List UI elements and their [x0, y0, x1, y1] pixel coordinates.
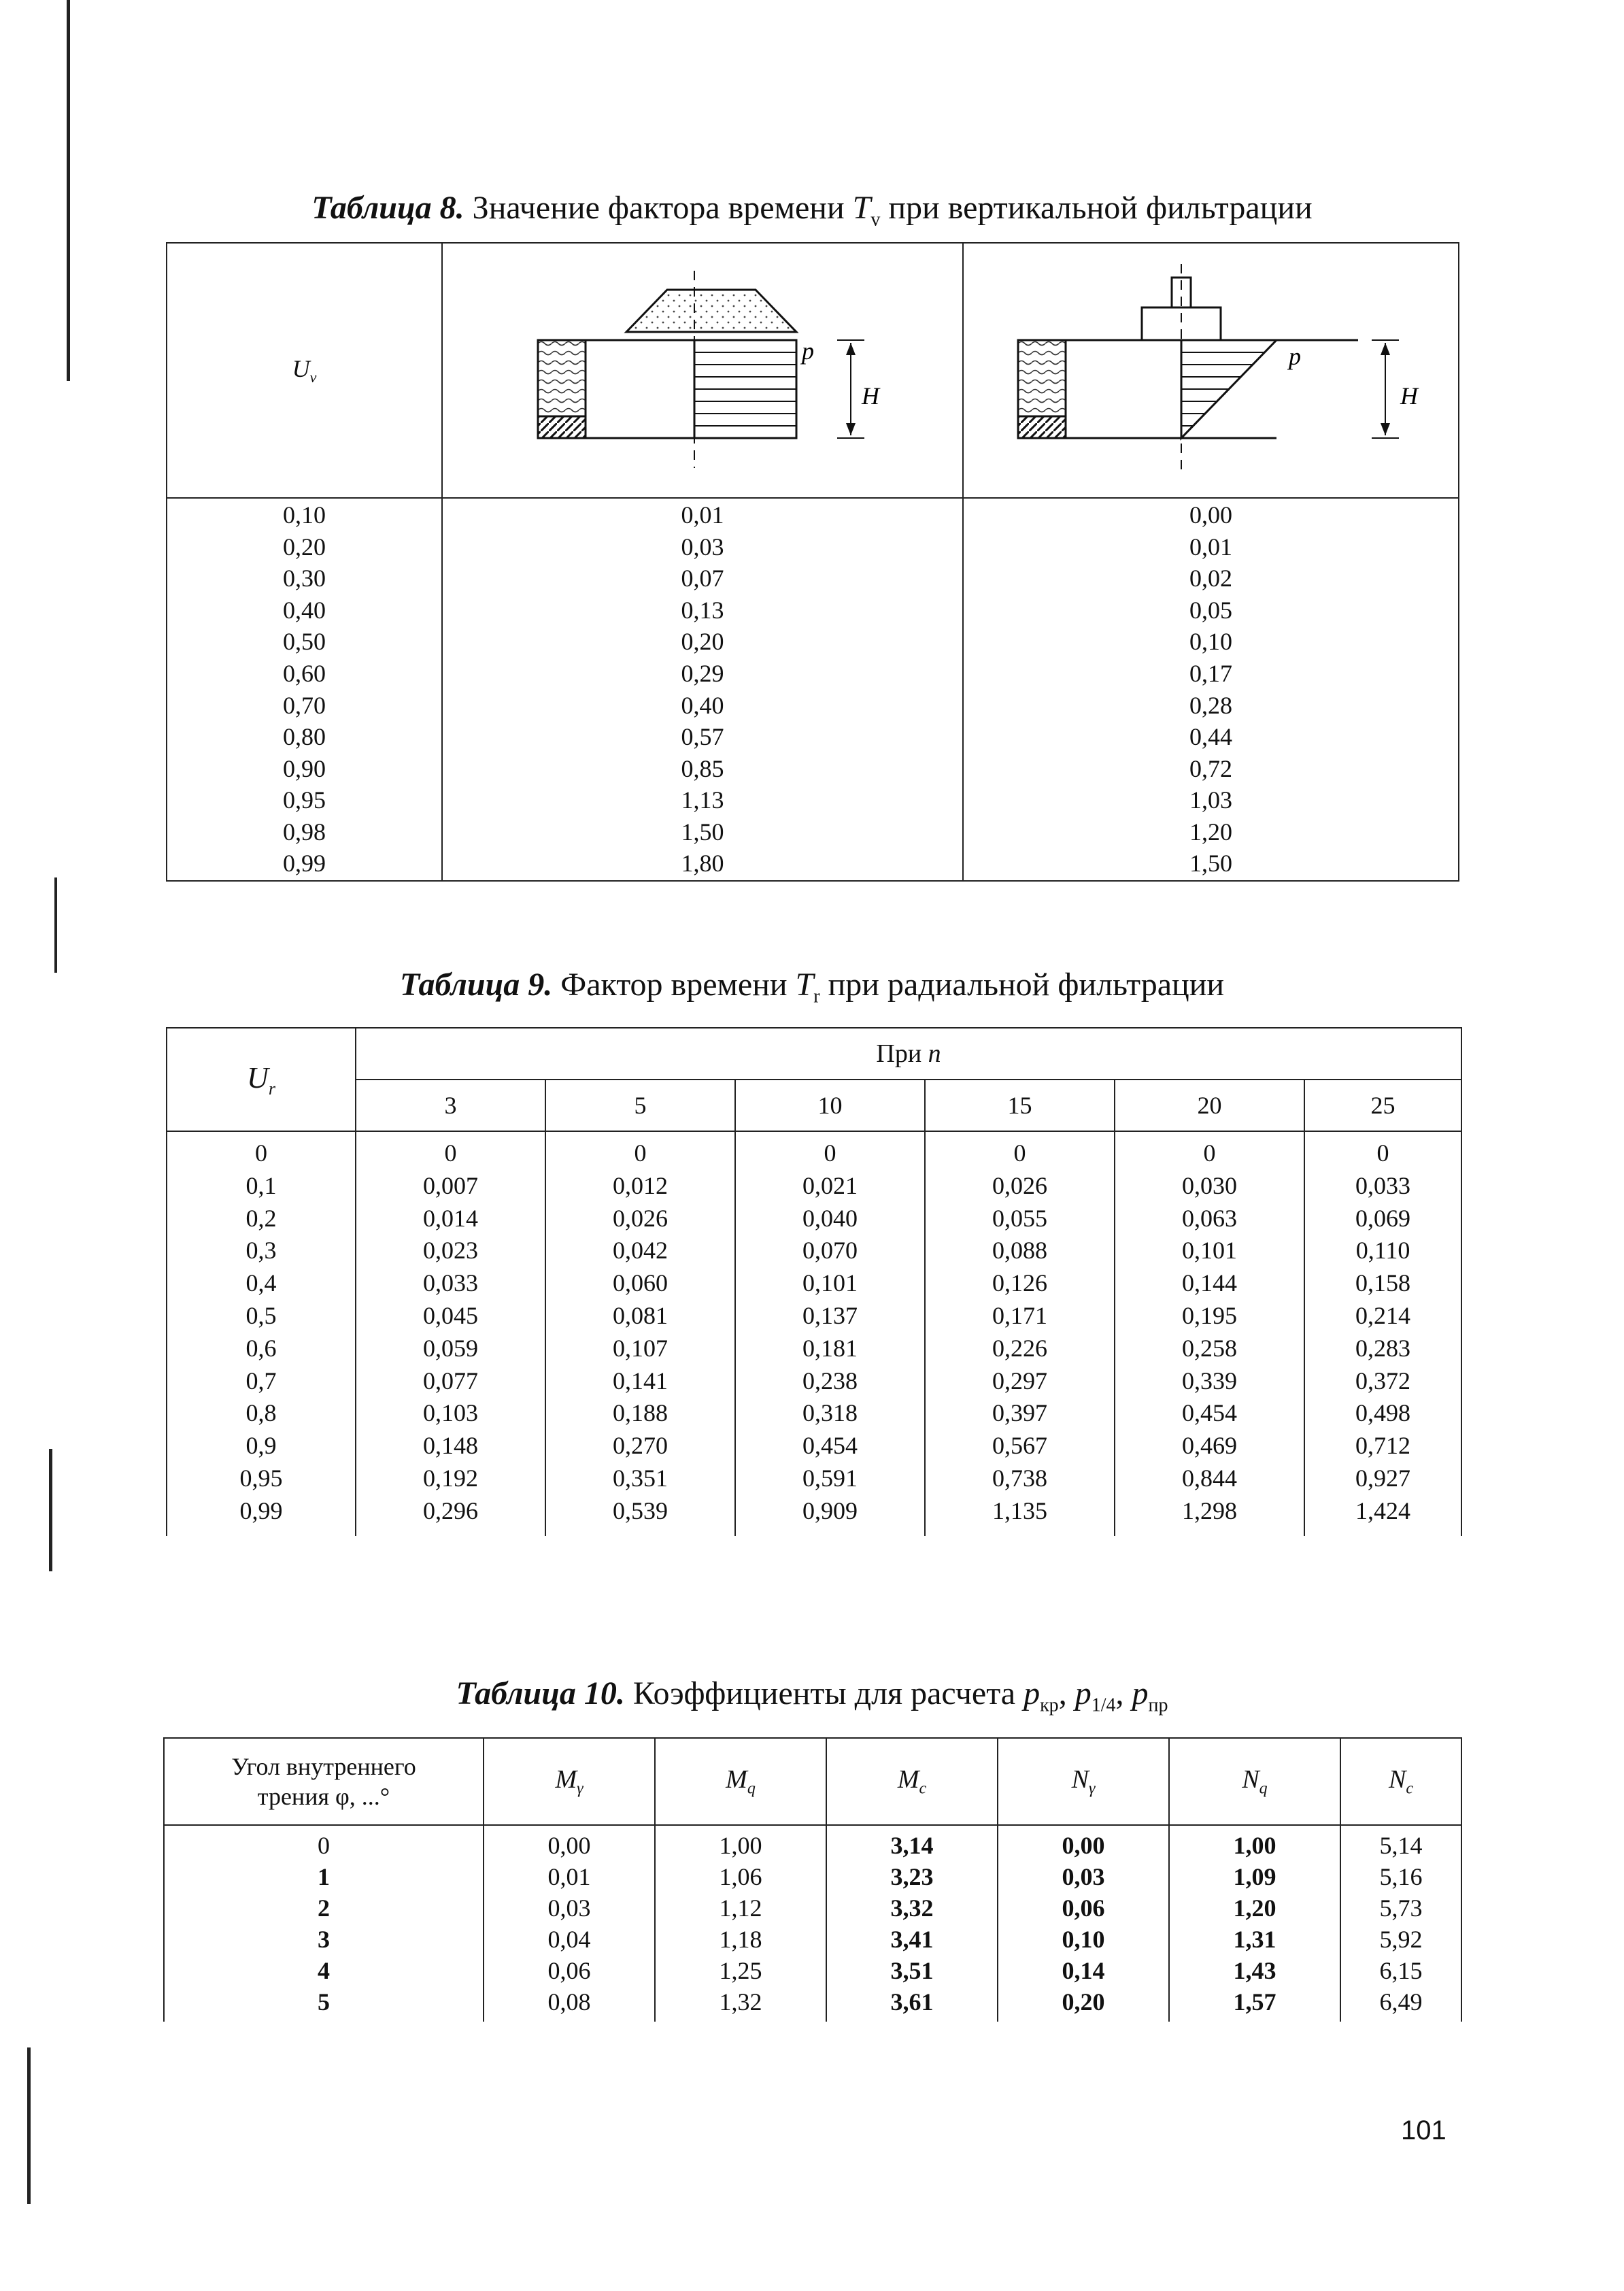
table9-cell: 0,454: [1182, 1399, 1237, 1427]
table10-caption-p2-sub: 1/4: [1091, 1694, 1116, 1716]
table9-cell: 0,214: [1355, 1301, 1411, 1329]
table10-cell: 2: [318, 1894, 330, 1922]
table8-cell: 0,44: [1189, 723, 1232, 751]
table9-header-group: [356, 1028, 1461, 1080]
table9-caption-text: Фактор времени: [560, 967, 788, 1003]
table10-cell: 0,00: [1062, 1832, 1105, 1859]
table9-header-n: 15: [925, 1080, 1115, 1131]
table9-cell: 0,033: [423, 1269, 478, 1297]
table10-col: [998, 1825, 1169, 2022]
table9-cell: 1,424: [1355, 1496, 1411, 1524]
table9-header-n: 25: [1304, 1080, 1461, 1131]
table9-cell: 0,7: [246, 1367, 277, 1394]
table8-caption: [0, 188, 1624, 241]
table10-cell: 0,20: [1062, 1988, 1105, 2016]
table8-cell: 0,00: [1189, 501, 1232, 529]
table10-header-base: N: [1071, 1765, 1089, 1794]
table9-cell: 0,297: [992, 1367, 1047, 1394]
diagram2-p-label: p: [1289, 343, 1301, 370]
table10-caption-p2: p: [1075, 1675, 1092, 1711]
table8-cell: 0,02: [1189, 565, 1232, 592]
table9-cell: 0,141: [613, 1367, 668, 1394]
table8-cell: 0,70: [283, 691, 326, 719]
table9-cell: 0,6: [246, 1334, 277, 1362]
table8-cell: 0,90: [283, 754, 326, 782]
table9-cell: 0,107: [613, 1334, 668, 1362]
table10-cell: 1,18: [719, 1926, 762, 1953]
table9-header-n: 20: [1115, 1080, 1304, 1131]
table10-header-angle-line2: трения φ, ...°: [257, 1783, 390, 1810]
scan-edge-line-mid2: [49, 1449, 52, 1571]
table9-cell: 0,101: [1182, 1237, 1237, 1265]
table10-cell: 0,03: [1062, 1863, 1105, 1890]
table10-header-sub: q: [747, 1779, 756, 1798]
table9-cell: 0,026: [613, 1204, 668, 1232]
page-number: 101: [1401, 2116, 1447, 2145]
table8-cell: 0,10: [283, 501, 326, 529]
table9-col: [356, 1131, 545, 1536]
table9-cell: 0,188: [613, 1399, 668, 1427]
table8-cell: 1,80: [681, 850, 724, 877]
table10-header-base: M: [555, 1765, 577, 1794]
table9-caption-tail: при радиальной фильтрации: [828, 967, 1225, 1003]
table9-cell: 0: [444, 1139, 457, 1167]
table9-cell: 0,296: [423, 1496, 478, 1524]
table9-header-row2: [167, 1080, 1461, 1131]
table10-col: [826, 1825, 998, 2022]
table10-cell: 1,20: [1233, 1894, 1276, 1922]
table9-cell: 0,99: [239, 1496, 283, 1524]
table9-cell: 0,8: [246, 1399, 277, 1427]
table9: [166, 1027, 1462, 1536]
table9-cell: 0,158: [1355, 1269, 1411, 1297]
table8-cell: 0,40: [681, 691, 724, 719]
table9-cell: 0,060: [613, 1269, 668, 1297]
table10-cell: 1,00: [719, 1832, 762, 1859]
table9-cell: 0: [1013, 1139, 1026, 1167]
table10-header-sub: c: [1406, 1779, 1413, 1798]
table10-cell: 1,31: [1233, 1926, 1276, 1953]
table9-cell: 0,283: [1355, 1334, 1411, 1362]
table8-header-uv-sub: v: [309, 369, 317, 386]
table10-cell: 5,73: [1379, 1894, 1423, 1922]
table9-cell: 0,712: [1355, 1432, 1411, 1460]
table10-header-sub: q: [1259, 1779, 1268, 1798]
table8-cell: 0,29: [681, 659, 724, 687]
table9-cell: 0,469: [1182, 1432, 1237, 1460]
table9-cell: 0,077: [423, 1367, 478, 1394]
table9-cell: 0: [1376, 1139, 1389, 1167]
table8-header-uv: [167, 243, 442, 498]
strip-load-diagram: [964, 244, 1459, 491]
table10-cell: 1,06: [719, 1863, 762, 1890]
table9-cell: 0,103: [423, 1399, 478, 1427]
table10-header-coef: [1340, 1738, 1461, 1825]
table8-cell: 0,17: [1189, 659, 1232, 687]
table8-cell: 0,10: [1189, 628, 1232, 656]
table9-caption: [0, 965, 1624, 1018]
table9-cell: 0,270: [613, 1432, 668, 1460]
table9-header-group-var: n: [928, 1039, 941, 1068]
table10-header-sub: c: [919, 1779, 927, 1798]
table10-col: [1169, 1825, 1340, 2022]
table8-cell: 0,95: [283, 786, 326, 814]
table9-body-row: [167, 1131, 1461, 1536]
diagram2-h-label: H: [1400, 382, 1418, 409]
table9-cell: 0,181: [802, 1334, 858, 1362]
table10: [163, 1737, 1462, 2022]
table10-cell: 0: [318, 1832, 330, 1859]
table8-cell: 0,99: [283, 850, 326, 877]
table9-cell: 0,023: [423, 1237, 478, 1265]
table8-caption-sub: v: [870, 209, 881, 231]
table10-col: [484, 1825, 655, 2022]
table10-cell: 3,14: [890, 1832, 934, 1859]
table9-cell: 0,026: [992, 1171, 1047, 1199]
table9-cell: 0,081: [613, 1301, 668, 1329]
table10-caption-p3: p: [1132, 1675, 1149, 1711]
table10-cell: 1,32: [719, 1988, 762, 2016]
table10-cell: 0,00: [547, 1832, 591, 1859]
table10-cell: 5,14: [1379, 1832, 1423, 1859]
table9-caption-label: Таблица 9.: [399, 967, 553, 1003]
table8-cell: 0,03: [681, 533, 724, 561]
table10-cell: 0,06: [547, 1957, 591, 1984]
table9-cell: 0,5: [246, 1301, 277, 1329]
table8-cell: 0,50: [283, 628, 326, 656]
table9-header-n: 10: [735, 1080, 925, 1131]
table9-cell: 0,339: [1182, 1367, 1237, 1394]
table9-cell: 0,040: [802, 1204, 858, 1232]
table10-caption-p1-sub: кр: [1040, 1694, 1059, 1716]
table8-caption-tail: при вертикальной фильтрации: [888, 190, 1313, 226]
table9-caption-sub: r: [813, 986, 820, 1007]
table10-cell: 5,92: [1379, 1926, 1423, 1953]
table10-cell: 1,43: [1233, 1957, 1276, 1984]
table8-cell: 0,30: [283, 565, 326, 592]
table10-header-base: M: [726, 1765, 747, 1794]
table9-col: [925, 1131, 1115, 1536]
table9-cell: 0,258: [1182, 1334, 1237, 1362]
uniform-load-diagram: [443, 244, 964, 491]
diagram1-p-label: p: [802, 337, 814, 365]
table9-cell: 0,063: [1182, 1204, 1237, 1232]
table10-header-coef: [484, 1738, 655, 1825]
table9-cell: 0: [824, 1139, 836, 1167]
table9-cell: 0,148: [423, 1432, 478, 1460]
table10-cell: 3,61: [890, 1988, 934, 2016]
table9-cell: 0,2: [246, 1204, 277, 1232]
table9-cell: 0,144: [1182, 1269, 1237, 1297]
table10-cell: 1: [318, 1863, 330, 1890]
table8-cell: 0,80: [283, 723, 326, 751]
table8-cell: 1,13: [681, 786, 724, 814]
table9-cell: 0,454: [802, 1432, 858, 1460]
table9-cell: 0,055: [992, 1204, 1047, 1232]
table9-cell: 0,927: [1355, 1464, 1411, 1492]
table10-body-row: [164, 1825, 1461, 2022]
table10-cell: 0,06: [1062, 1894, 1105, 1922]
table9-cell: 0,007: [423, 1171, 478, 1199]
table8-col-strip: [963, 498, 1459, 881]
table8-diagram-strip-load: [963, 243, 1459, 498]
table9-cell: 0,591: [802, 1464, 858, 1492]
table10-header-angle: [164, 1738, 484, 1825]
table10-cell: 1,25: [719, 1957, 762, 1984]
table10-col: [1340, 1825, 1461, 2022]
table9-cell: 0,226: [992, 1334, 1047, 1362]
table9-cell: 0,137: [802, 1301, 858, 1329]
table9-cell: 0,059: [423, 1334, 478, 1362]
table9-cell: 0,567: [992, 1432, 1047, 1460]
table10-header-coef: [1169, 1738, 1340, 1825]
table8-col-uniform: [442, 498, 963, 881]
table9-cell: 0,045: [423, 1301, 478, 1329]
table10-cell: 0,01: [547, 1863, 591, 1890]
table9-cell: 0,4: [246, 1269, 277, 1297]
table10-cell: 0,04: [547, 1926, 591, 1953]
table8-cell: 0,13: [681, 596, 724, 624]
table9-cell: 0,110: [1355, 1237, 1410, 1265]
table9-cell: 0,126: [992, 1269, 1047, 1297]
table10-cell: 1,09: [1233, 1863, 1276, 1890]
table8-caption-label: Таблица 8.: [311, 190, 464, 226]
table9-cell: 0: [255, 1139, 267, 1167]
table8-body-row: [167, 498, 1459, 881]
table9-cell: 0,195: [1182, 1301, 1237, 1329]
table9-cell: 0,021: [802, 1171, 858, 1199]
table10-col: [655, 1825, 826, 2022]
table9-cell: 0,033: [1355, 1171, 1411, 1199]
table10-header-base: N: [1388, 1765, 1406, 1794]
table10-caption-p3-sub: пр: [1148, 1694, 1168, 1716]
table9-col: [1304, 1131, 1461, 1536]
table9-caption-var: T: [795, 967, 814, 1003]
table10-header-sub: γ: [577, 1779, 583, 1798]
table10-caption-text: Коэффициенты для расчета: [632, 1675, 1016, 1711]
table9-col: [1115, 1131, 1304, 1536]
table8-cell: 0,85: [681, 754, 724, 782]
table8-cell: 0,60: [283, 659, 326, 687]
table9-col: [167, 1131, 356, 1536]
table8-cell: 1,20: [1189, 818, 1232, 846]
table9-cell: 0,318: [802, 1399, 858, 1427]
table10-cell: 3,23: [890, 1863, 934, 1890]
table9-header-ur-base: U: [247, 1060, 269, 1094]
table8-caption-text: Значение фактора времени: [472, 190, 845, 226]
table10-header-coef: [826, 1738, 998, 1825]
table10-cell: 3,51: [890, 1957, 934, 1984]
table8-header-row: [167, 243, 1459, 498]
table9-cell: 0,539: [613, 1496, 668, 1524]
table9-cell: 0,397: [992, 1399, 1047, 1427]
table8-cell: 0,72: [1189, 754, 1232, 782]
table10-caption: [0, 1673, 1624, 1726]
table10-cell: 5,16: [1379, 1863, 1423, 1890]
table10-cell: 4: [318, 1957, 330, 1984]
table9-header-row1: [167, 1028, 1461, 1080]
table10-header-coef: [655, 1738, 826, 1825]
table10-cell: 1,00: [1233, 1832, 1276, 1859]
table9-cell: 0,3: [246, 1237, 277, 1265]
table9-header-n: 5: [545, 1080, 735, 1131]
table10-cell: 0,10: [1062, 1926, 1105, 1953]
diagram1-h-label: H: [862, 382, 879, 409]
table8-cell: 0,40: [283, 596, 326, 624]
table9-cell: 0: [1203, 1139, 1216, 1167]
table10-cell: 0,03: [547, 1894, 591, 1922]
table10-caption-sep1: ,: [1058, 1675, 1067, 1711]
table10-cell: 0,08: [547, 1988, 591, 2016]
table9-cell: 0,171: [992, 1301, 1047, 1329]
table8-cell: 0,98: [283, 818, 326, 846]
table8-cell: 0,28: [1189, 691, 1232, 719]
table10-cell: 6,15: [1379, 1957, 1423, 1984]
table8-cell: 0,01: [681, 501, 724, 529]
table8-col-uv: [167, 498, 442, 881]
table8-cell: 1,03: [1189, 786, 1232, 814]
table9-cell: 0,909: [802, 1496, 858, 1524]
table10-header-base: N: [1242, 1765, 1259, 1794]
table9-cell: 0,9: [246, 1432, 277, 1460]
table9-cell: 0,042: [613, 1237, 668, 1265]
table9-cell: 0,069: [1355, 1204, 1411, 1232]
table8-cell: 1,50: [1189, 850, 1232, 877]
table9-cell: 0,498: [1355, 1399, 1411, 1427]
table8-cell: 0,07: [681, 565, 724, 592]
table10-cell: 3: [318, 1926, 330, 1953]
table9-cell: 0,192: [423, 1464, 478, 1492]
table9-cell: 0,012: [613, 1171, 668, 1199]
table10-cell: 6,49: [1379, 1988, 1423, 2016]
table10-cell: 1,12: [719, 1894, 762, 1922]
table8-header-uv-base: U: [292, 354, 310, 382]
table8-cell: 0,01: [1189, 533, 1232, 561]
table10-header-angle-line1: Угол внутреннего: [231, 1753, 416, 1780]
table8-cell: 0,20: [283, 533, 326, 561]
table9-cell: 0,1: [246, 1171, 277, 1199]
table9-header-group-label: При: [876, 1039, 922, 1068]
table9-cell: 1,298: [1182, 1496, 1237, 1524]
table9-cell: 0,014: [423, 1204, 478, 1232]
table10-header-sub: γ: [1088, 1779, 1096, 1798]
table8-caption-var: T: [852, 190, 871, 226]
table10-caption-p1: p: [1024, 1675, 1041, 1711]
table9-header-ur: [167, 1028, 356, 1131]
table9-cell: 1,135: [992, 1496, 1047, 1524]
table10-cell: 3,32: [890, 1894, 934, 1922]
scan-edge-line-bottom: [27, 2047, 31, 2204]
table8: [166, 242, 1459, 882]
table9-cell: 0: [634, 1139, 647, 1167]
table8-cell: 0,20: [681, 628, 724, 656]
table9-cell: 0,030: [1182, 1171, 1237, 1199]
table8-cell: 1,50: [681, 818, 724, 846]
table10-header-row: [164, 1738, 1461, 1825]
table10-cell: 1,57: [1233, 1988, 1276, 2016]
table10-caption-label: Таблица 10.: [456, 1675, 625, 1711]
table9-cell: 0,070: [802, 1237, 858, 1265]
table8-cell: 0,05: [1189, 596, 1232, 624]
table9-col: [735, 1131, 925, 1536]
table10-cell: 0,14: [1062, 1957, 1105, 1984]
table9-header-ur-sub: r: [268, 1078, 275, 1099]
table9-cell: 0,95: [239, 1464, 283, 1492]
table9-cell: 0,101: [802, 1269, 858, 1297]
table10-cell: 3,41: [890, 1926, 934, 1953]
table9-cell: 0,844: [1182, 1464, 1237, 1492]
table9-header-n: 3: [356, 1080, 545, 1131]
table10-header-coef: [998, 1738, 1169, 1825]
table8-diagram-uniform-load: [442, 243, 963, 498]
table10-caption-sep2: ,: [1115, 1675, 1124, 1711]
table9-cell: 0,088: [992, 1237, 1047, 1265]
scan-edge-line-mid: [54, 877, 57, 973]
table10-col: [164, 1825, 484, 2022]
table9-cell: 0,351: [613, 1464, 668, 1492]
table9-cell: 0,372: [1355, 1367, 1411, 1394]
table10-header-base: M: [897, 1765, 919, 1794]
table8-cell: 0,57: [681, 723, 724, 751]
table9-cell: 0,238: [802, 1367, 858, 1394]
table9-col: [545, 1131, 735, 1536]
table9-cell: 0,738: [992, 1464, 1047, 1492]
table10-cell: 5: [318, 1988, 330, 2016]
